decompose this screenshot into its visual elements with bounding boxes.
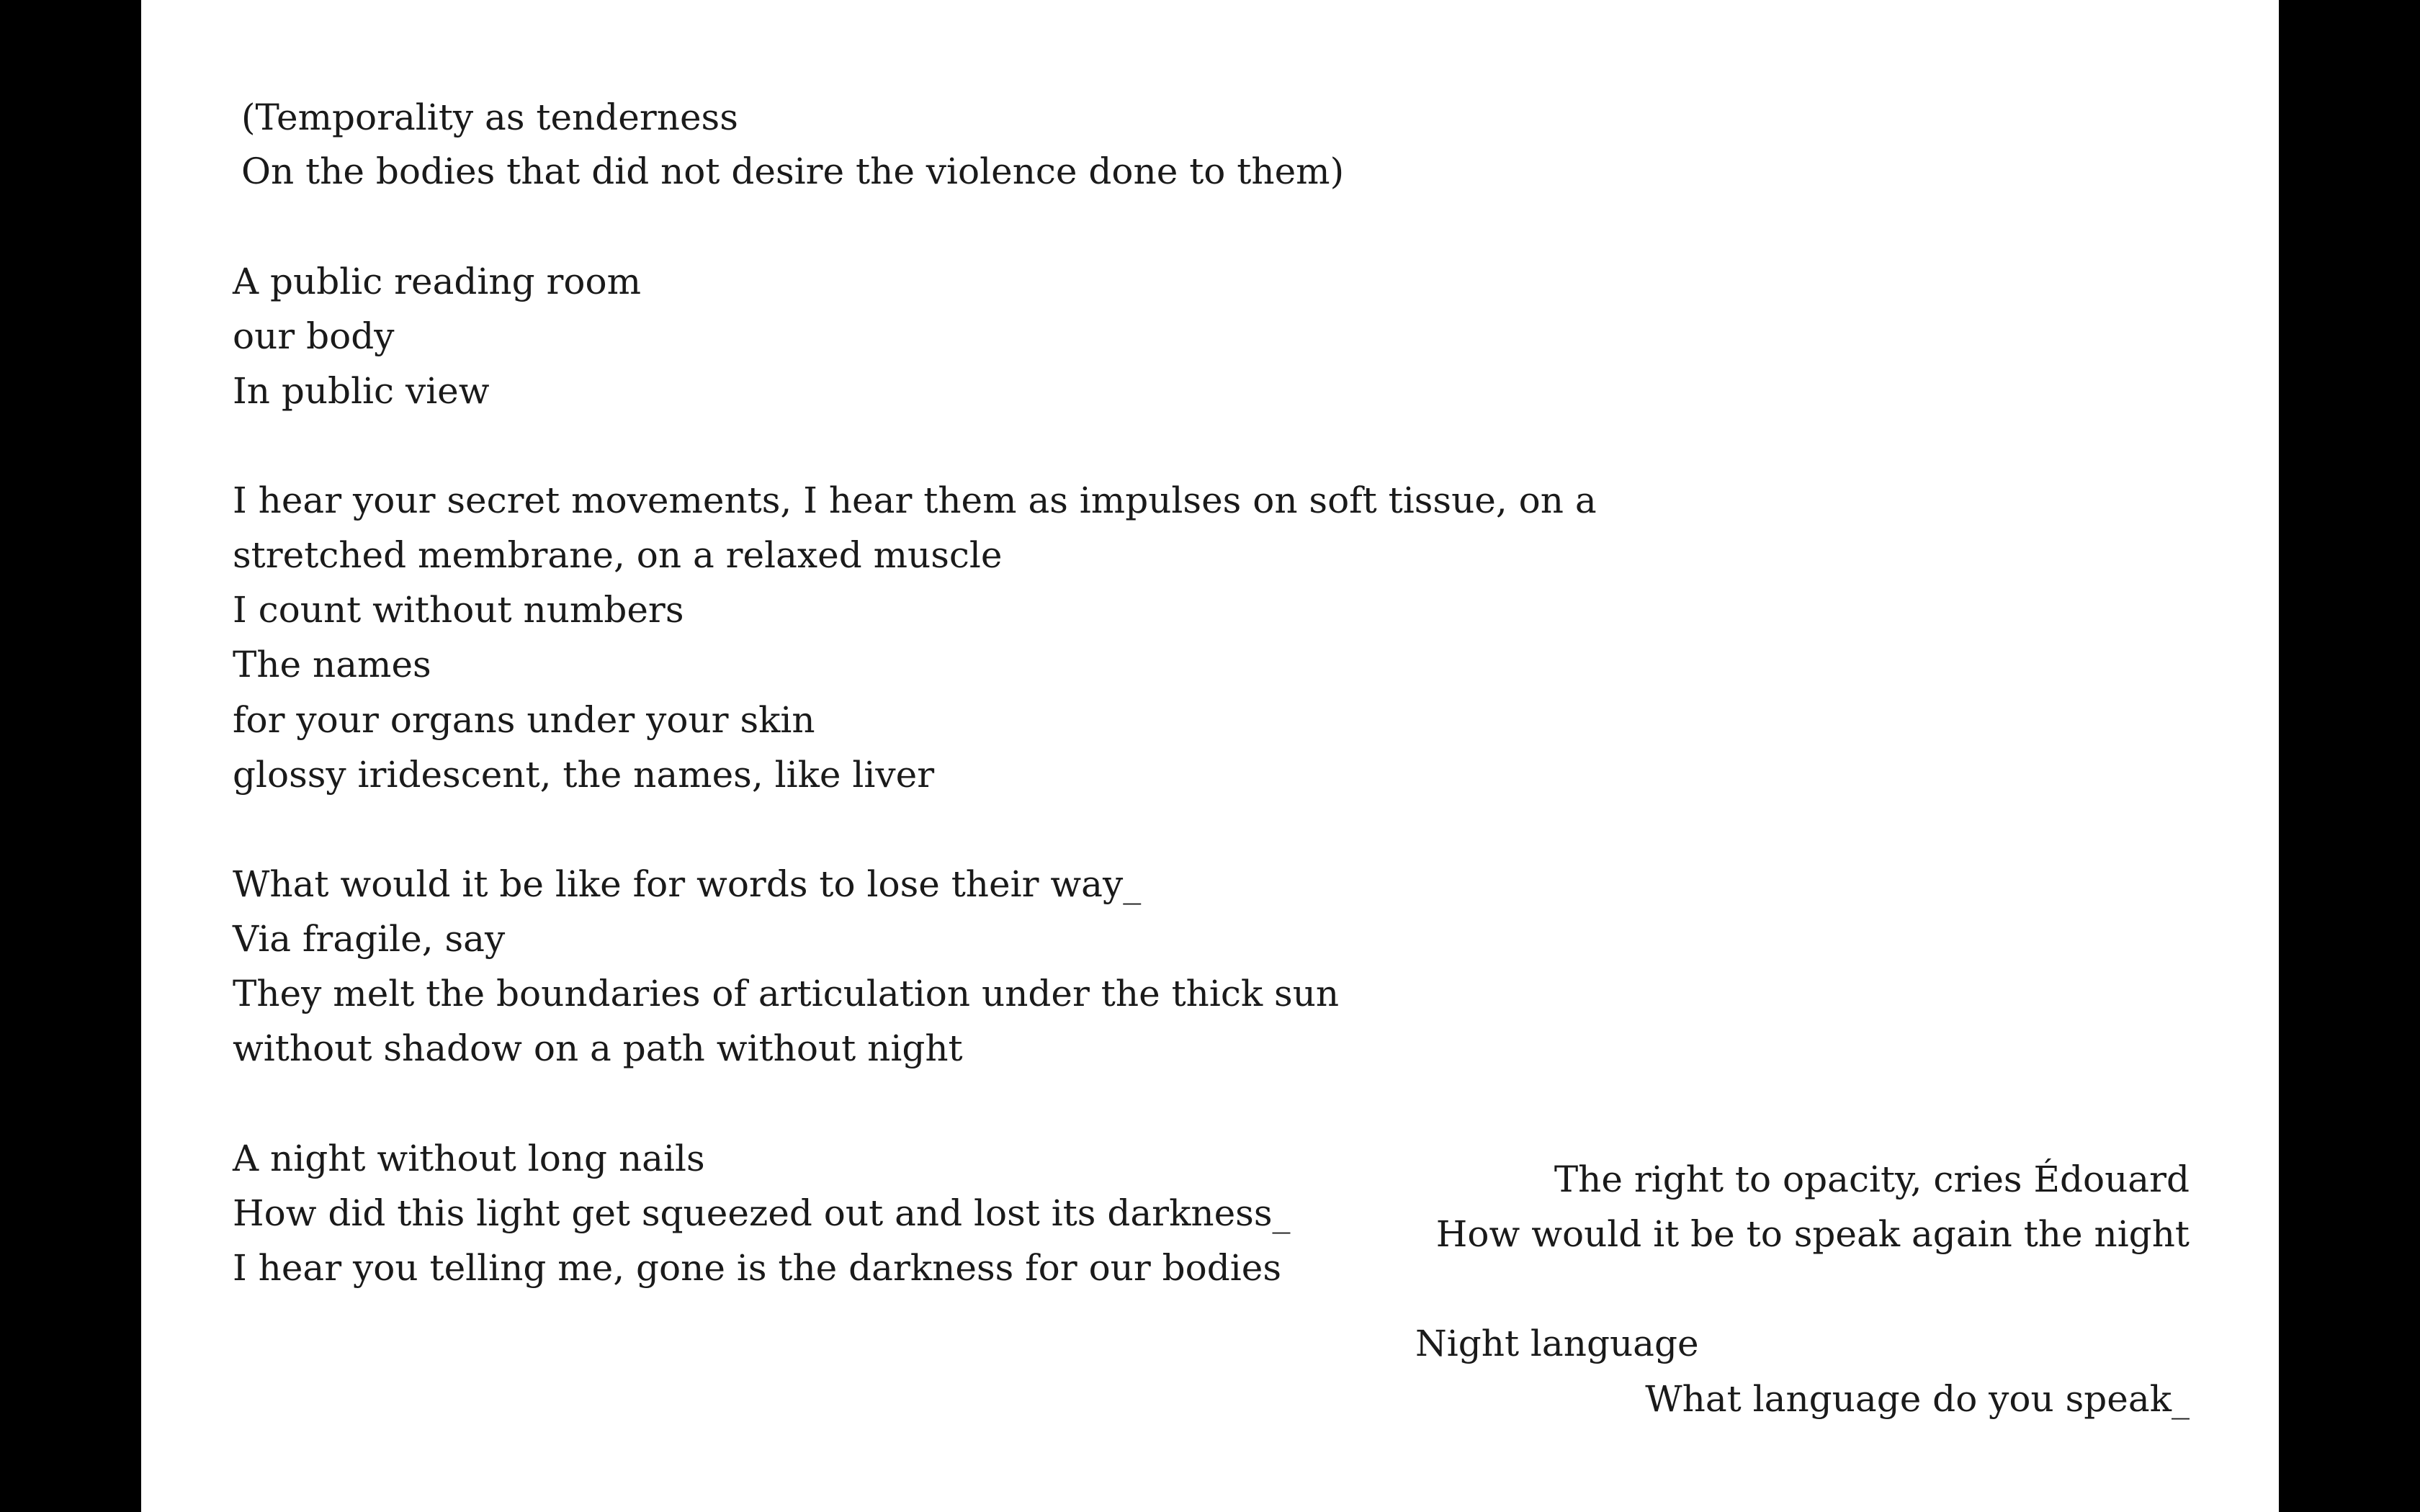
heading-line-1: (Temporality as tenderness (241, 96, 738, 138)
stanza-3-line-1: What would it be like for words to lose their way_ (233, 863, 1142, 905)
heading-line-2: On the bodies that did not desire the violence done to them) (241, 150, 1345, 192)
stanza-2-line-3: I count without numbers (233, 589, 684, 631)
stanza-3-line-3: They melt the boundaries of articulation under the thick sun (233, 973, 1340, 1014)
stanza-4-line-1: A night without long nails (233, 1138, 705, 1179)
right-column-line-3: Night language (1415, 1323, 1699, 1364)
stanza-1-line-2: our body (233, 315, 395, 357)
right-column-line-2: How would it be to speak again the night (1435, 1213, 2190, 1255)
stanza-2-line-2: stretched membrane, on a relaxed muscle (233, 534, 1003, 576)
stanza-1-line-3: In public view (233, 370, 490, 412)
document-page (141, 0, 2279, 1512)
stanza-4-line-2: How did this light get squeezed out and lost its darkness_ (233, 1192, 1291, 1234)
stanza-2-line-4: The names (233, 644, 431, 685)
right-column-line-4: What language do you speak_ (1645, 1378, 2190, 1420)
stanza-4-line-3: I hear you telling me, gone is the darkness for our bodies (233, 1247, 1282, 1289)
stanza-3-line-4: without shadow on a path without night (233, 1027, 963, 1069)
stanza-2-line-6: glossy iridescent, the names, like liver (233, 754, 935, 796)
stanza-2-line-1: I hear your secret movements, I hear them as impulses on soft tissue, on a (233, 480, 1597, 521)
stanza-3-line-2: Via fragile, say (233, 918, 506, 960)
right-column-line-1: The right to opacity, cries Édouard (1554, 1158, 2190, 1200)
stanza-2-line-5: for your organs under your skin (233, 699, 815, 741)
stanza-1-line-1: A public reading room (233, 261, 642, 302)
